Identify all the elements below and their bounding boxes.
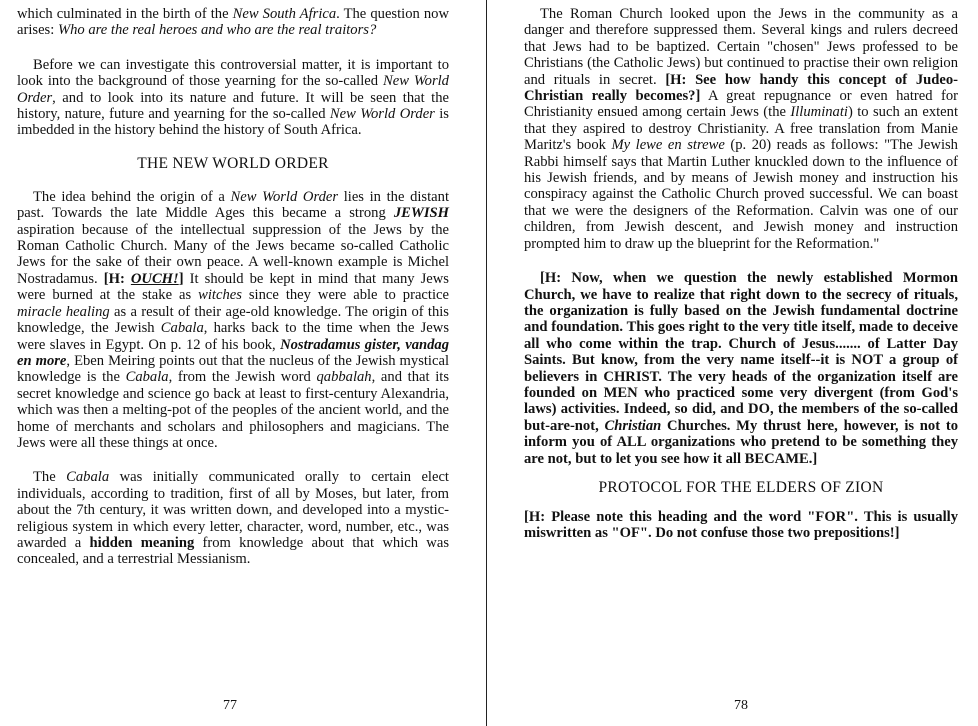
section-heading-new-world-order: THE NEW WORLD ORDER <box>137 154 329 172</box>
left-paragraph-1: which culminated in the birth of the New South Africa. The question now arises: Who are the real heroes and who are the real traitors? <box>17 6 449 39</box>
right-paragraph-2: [H: Now, when we question the newly established Mormon Church, we have to realize that right down to the secrecy of rituals, the organization is fully based on the Jewish fundamental doctrine and foundation. This goes right to the very title itself, made to deceive all who come within the trap. Church of Jesus....... of Latter Day Saints. But know, from the very name itself--it is NOT a group of believers in CHRIST. The very heads of the organization itself are founded on MEN who practiced some very divergent (from God's laws) activities. Indeed, so did, and DO, the members of the so-called but-are-not, Christian Churches. My thrust here, however, is not to inform you of ALL organizations who pretend to be something they are not, but to let you see how it all BECAME.] <box>524 270 958 467</box>
right-paragraph-3: [H: Please note this heading and the word "FOR". This is usually miswritten as "OF". Do not confuse those two prepositions!] <box>524 508 958 542</box>
page-gutter <box>486 0 487 726</box>
left-paragraph-3: The idea behind the origin of a New World Order lies in the distant past. Towards the late Middle Ages this became a strong JEWISH aspiration because of the intellectual suppression of the Jews by the Roman Catholic Church. Many of the Jews became so-called Catholic Jews for the sake of their own peace. A well-known example is Michel Nostradamus. [H: OUCH!] It should be kept in mind that many Jews were burned at the stake as witches since they were able to practice miracle healing as a result of their age-old knowledge. The origin of this knowledge, the Jewish Cabala, harks back to the time when the Jews were slaves in Egypt. On p. 12 of his book, Nostradamus gister, vandag en more, Eben Meiring points out that the nucleus of the Jewish mystical knowledge is the Cabala, from the Jewish word qabbalah, and that its secret knowledge and science go back at least to first-century Alexandria, which was then a melting-pot of the peoples of the ancient world, and the home of merchants and scholars and philosophers and magicians. The Jews were all these things at once. <box>17 188 450 451</box>
left-paragraph-2: Before we can investigate this controversial matter, it is important to look into the background of those yearning for the so-called New World Order, and to look into its nature and future. It will be seen that the history, nature, future and yearning for the so-called New World Order is imbedded in the history behind the history of South Africa. <box>17 56 449 139</box>
right-paragraph-1: The Roman Church looked upon the Jews in the community as a danger and therefore suppressed them. Several kings and rulers decreed that Jews had to be baptized. Certain "chosen" Jews professed to be Christians (the Catholic Jews) but continued to practise their own religion and rituals in secret. [H: See how handy this concept of Judeo-Christian really becomes?] A great repugnance or even hatred for Christianity ensued among certain Jews (the Illuminati) to such an extent that they aspired to destroy Christianity. A free translation from Manie Maritz's book My lewe en strewe (p. 20) reads as follows: "The Jewish Rabbi himself says that Martin Luther knuckled down to the influence of his Jewish friends, and by means of Jewish money and instruction his conspiracy against the Catholic Church proved successful. We can boast that we were the designers of the Reformation. Calvin was one of our children, from Jewish descent, and Jewish money and instruction prompted him to draw up the blueprint for the Reformation." <box>524 6 959 252</box>
right-page <box>524 6 958 542</box>
section-heading-protocol: PROTOCOL FOR THE ELDERS OF ZION <box>598 478 884 496</box>
page-number-left: 77 <box>223 698 237 713</box>
page-number-right: 78 <box>734 698 748 713</box>
left-page <box>17 6 449 568</box>
left-paragraph-4: The Cabala was initially communicated orally to certain elect individuals, according to tradition, first of all by Moses, but later, from about the 7th century, it was written down, and developed into a mystic-religious system in which every letter, character, word, number, etc., was awarded a hidden meaning from knowledge about that which was concealed, and a terrestrial Messianism. <box>17 469 449 568</box>
